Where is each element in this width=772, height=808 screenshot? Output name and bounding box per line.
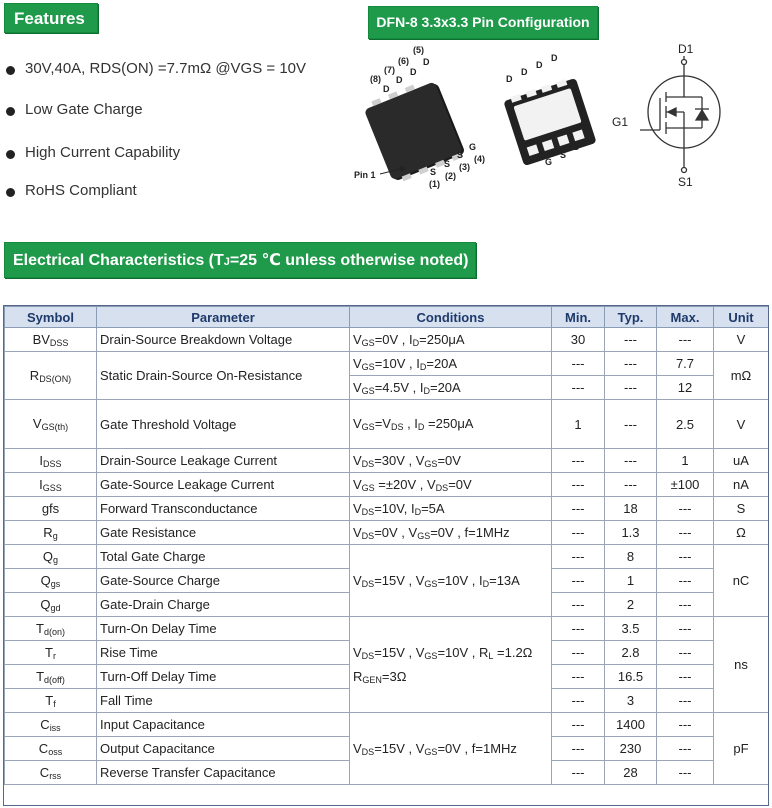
unit-cell: V	[714, 328, 769, 352]
pin1-label: Pin 1	[354, 170, 376, 180]
package-bottom-view	[503, 76, 597, 166]
min-cell: ---	[552, 497, 605, 521]
parameter-cell: Forward Transconductance	[97, 497, 350, 521]
pin-label: D	[521, 67, 528, 77]
symbol-cell: Td(off)	[5, 665, 97, 689]
max-cell: ---	[657, 497, 714, 521]
min-cell: ---	[552, 641, 605, 665]
max-cell: ---	[657, 737, 714, 761]
title-rest: =25 ℃ unless otherwise noted)	[229, 252, 469, 269]
min-cell: ---	[552, 689, 605, 713]
typ-cell: ---	[605, 328, 657, 352]
conditions-cell: VGS =±20V , VDS=0V	[350, 473, 552, 497]
min-cell: ---	[552, 761, 605, 785]
pin-label: (1)	[429, 179, 440, 189]
conditions-cell: VGS=10V , ID=20A	[350, 352, 552, 376]
pin-label: S	[586, 135, 593, 145]
symbol-cell: Tr	[5, 641, 97, 665]
pin-config-diagram	[340, 40, 772, 200]
pin-label: D	[383, 84, 390, 94]
symbol-cell: IDSS	[5, 449, 97, 473]
pin-label: D	[536, 60, 543, 70]
pin-config-title: DFN-8 3.3x3.3 Pin Configuration	[368, 6, 598, 39]
conditions-cell: VDS=15V , VGS=0V , f=1MHz	[350, 713, 552, 785]
bullet-icon	[6, 66, 15, 75]
typ-cell: 1400	[605, 713, 657, 737]
package-top-view	[362, 76, 467, 185]
max-cell: 1	[657, 449, 714, 473]
table-header-row	[5, 307, 769, 328]
table-row	[5, 617, 769, 641]
pin-label: (6)	[398, 56, 409, 66]
max-cell: ---	[657, 569, 714, 593]
unit-cell: Ω	[714, 521, 769, 545]
typ-cell: ---	[605, 376, 657, 400]
symbol-cell: Rg	[5, 521, 97, 545]
max-cell: ---	[657, 617, 714, 641]
min-cell: ---	[552, 713, 605, 737]
parameter-cell: Input Capacitance	[97, 713, 350, 737]
max-cell: 2.5	[657, 400, 714, 449]
header-parameter: Parameter	[97, 307, 350, 328]
max-cell: ---	[657, 521, 714, 545]
feature-text: Low Gate Charge	[25, 101, 143, 118]
symbol-cell: IGSS	[5, 473, 97, 497]
header-typ: Typ.	[605, 307, 657, 328]
symbol-cell: Tf	[5, 689, 97, 713]
parameter-cell: Gate-Source Charge	[97, 569, 350, 593]
pin-label: D	[423, 57, 430, 67]
pin-label: (2)	[445, 171, 456, 181]
pin-label: D	[551, 53, 558, 63]
title-sub: J	[223, 256, 230, 268]
pin-label: (5)	[413, 45, 424, 55]
typ-cell: 1.3	[605, 521, 657, 545]
symbol-cell: Td(on)	[5, 617, 97, 641]
pin-label: (8)	[370, 74, 381, 84]
parameter-cell: Gate Resistance	[97, 521, 350, 545]
max-cell: ---	[657, 665, 714, 689]
symbol-cell: gfs	[5, 497, 97, 521]
unit-cell: uA	[714, 449, 769, 473]
min-cell: ---	[552, 737, 605, 761]
parameter-cell: Gate-Source Leakage Current	[97, 473, 350, 497]
max-cell: 7.7	[657, 352, 714, 376]
electrical-table	[4, 306, 769, 785]
features-title: Features	[4, 3, 98, 33]
max-cell: ---	[657, 641, 714, 665]
max-cell: ±100	[657, 473, 714, 497]
header-conditions: Conditions	[350, 307, 552, 328]
typ-cell: ---	[605, 473, 657, 497]
unit-cell: S	[714, 497, 769, 521]
feature-item	[0, 100, 360, 122]
parameter-cell: Total Gate Charge	[97, 545, 350, 569]
typ-cell: ---	[605, 449, 657, 473]
max-cell: ---	[657, 593, 714, 617]
header-min: Min.	[552, 307, 605, 328]
header-max: Max.	[657, 307, 714, 328]
conditions-cell	[350, 617, 552, 713]
typ-cell: 1	[605, 569, 657, 593]
feature-text: RoHS Compliant	[25, 182, 137, 199]
bullet-icon	[6, 188, 15, 197]
symbol-cell: Crss	[5, 761, 97, 785]
pin-label: D	[410, 67, 417, 77]
typ-cell: 2.8	[605, 641, 657, 665]
pin-label: S	[430, 167, 437, 177]
table-row	[5, 328, 769, 352]
header-unit: Unit	[714, 307, 769, 328]
typ-cell: 230	[605, 737, 657, 761]
symbol-cell: RDS(ON)	[5, 352, 97, 400]
source-label: S1	[678, 175, 693, 189]
symbol-cell: BVDSS	[5, 328, 97, 352]
typ-cell: 18	[605, 497, 657, 521]
conditions-cell: VDS=30V , VGS=0V	[350, 449, 552, 473]
min-cell: ---	[552, 352, 605, 376]
bullet-icon	[6, 150, 15, 159]
parameter-cell: Drain-Source Leakage Current	[97, 449, 350, 473]
electrical-title	[4, 242, 476, 278]
min-cell: ---	[552, 521, 605, 545]
condition-line: RGEN=3Ω	[353, 668, 407, 685]
symbol-cell: Qgd	[5, 593, 97, 617]
typ-cell: 28	[605, 761, 657, 785]
pin-label: (3)	[459, 162, 470, 172]
max-cell: ---	[657, 761, 714, 785]
gate-label: G1	[612, 115, 629, 129]
unit-cell: pF	[714, 713, 769, 785]
conditions-cell: VGS=VDS , ID =250μA	[350, 400, 552, 449]
max-cell: ---	[657, 713, 714, 737]
feature-text: High Current Capability	[25, 144, 181, 161]
parameter-cell: Turn-On Delay Time	[97, 617, 350, 641]
typ-cell: ---	[605, 400, 657, 449]
typ-cell: 3	[605, 689, 657, 713]
min-cell: ---	[552, 569, 605, 593]
unit-cell: V	[714, 400, 769, 449]
feature-text: 30V,40A, RDS(ON) =7.7mΩ @VGS = 10V	[25, 60, 307, 77]
feature-item	[0, 59, 360, 81]
parameter-cell: Turn-Off Delay Time	[97, 665, 350, 689]
symbol-cell: Ciss	[5, 713, 97, 737]
table-row	[5, 400, 769, 449]
feature-item	[0, 181, 360, 203]
conditions-cell: VGS=4.5V , ID=20A	[350, 376, 552, 400]
unit-cell: nC	[714, 545, 769, 617]
min-cell: 1	[552, 400, 605, 449]
bullet-icon	[6, 107, 15, 116]
header-symbol: Symbol	[5, 307, 97, 328]
table-row	[5, 521, 769, 545]
pin-label: S	[573, 142, 580, 152]
table-row	[5, 545, 769, 569]
max-cell: ---	[657, 689, 714, 713]
min-cell: ---	[552, 473, 605, 497]
parameter-cell: Drain-Source Breakdown Voltage	[97, 328, 350, 352]
typ-cell: 3.5	[605, 617, 657, 641]
typ-cell: ---	[605, 352, 657, 376]
symbol-cell: Coss	[5, 737, 97, 761]
parameter-cell: Gate Threshold Voltage	[97, 400, 350, 449]
conditions-cell: VDS=10V, ID=5A	[350, 497, 552, 521]
pin-label: S	[444, 159, 451, 169]
feature-item	[0, 143, 360, 165]
symbol-cell: VGS(th)	[5, 400, 97, 449]
pin-label: (7)	[384, 65, 395, 75]
conditions-cell: VDS=0V , VGS=0V , f=1MHz	[350, 521, 552, 545]
min-cell: ---	[552, 617, 605, 641]
typ-cell: 16.5	[605, 665, 657, 689]
parameter-cell: Gate-Drain Charge	[97, 593, 350, 617]
table-row	[5, 713, 769, 737]
parameter-cell: Reverse Transfer Capacitance	[97, 761, 350, 785]
pin-label: S	[457, 150, 464, 160]
parameter-cell: Rise Time	[97, 641, 350, 665]
min-cell: 30	[552, 328, 605, 352]
pin-label: D	[396, 75, 403, 85]
max-cell: ---	[657, 328, 714, 352]
typ-cell: 2	[605, 593, 657, 617]
unit-cell: ns	[714, 617, 769, 713]
drain-label: D1	[678, 42, 694, 56]
pin-label: G	[469, 142, 477, 152]
condition-line: VDS=15V , VGS=10V , RL =1.2Ω	[353, 644, 533, 661]
min-cell: ---	[552, 545, 605, 569]
title-text: Electrical Characteristics (T	[13, 252, 224, 269]
pin-label: G	[545, 157, 553, 167]
parameter-cell: Output Capacitance	[97, 737, 350, 761]
pin-label: D	[506, 74, 513, 84]
conditions-cell: VDS=15V , VGS=10V , ID=13A	[350, 545, 552, 617]
parameter-cell: Fall Time	[97, 689, 350, 713]
symbol-cell: Qg	[5, 545, 97, 569]
conditions-cell: VGS=0V , ID=250μA	[350, 328, 552, 352]
table-row	[5, 497, 769, 521]
symbol-cell: Qgs	[5, 569, 97, 593]
parameter-cell: Static Drain-Source On-Resistance	[97, 352, 350, 400]
pin-label: S	[560, 150, 567, 160]
table-row	[5, 473, 769, 497]
min-cell: ---	[552, 449, 605, 473]
unit-cell: mΩ	[714, 352, 769, 400]
unit-cell: nA	[714, 473, 769, 497]
min-cell: ---	[552, 376, 605, 400]
mosfet-symbol	[640, 56, 720, 173]
max-cell: ---	[657, 545, 714, 569]
min-cell: ---	[552, 593, 605, 617]
max-cell: 12	[657, 376, 714, 400]
table-row	[5, 449, 769, 473]
typ-cell: 8	[605, 545, 657, 569]
min-cell: ---	[552, 665, 605, 689]
pin-label: (4)	[474, 154, 485, 164]
table-row	[5, 352, 769, 376]
